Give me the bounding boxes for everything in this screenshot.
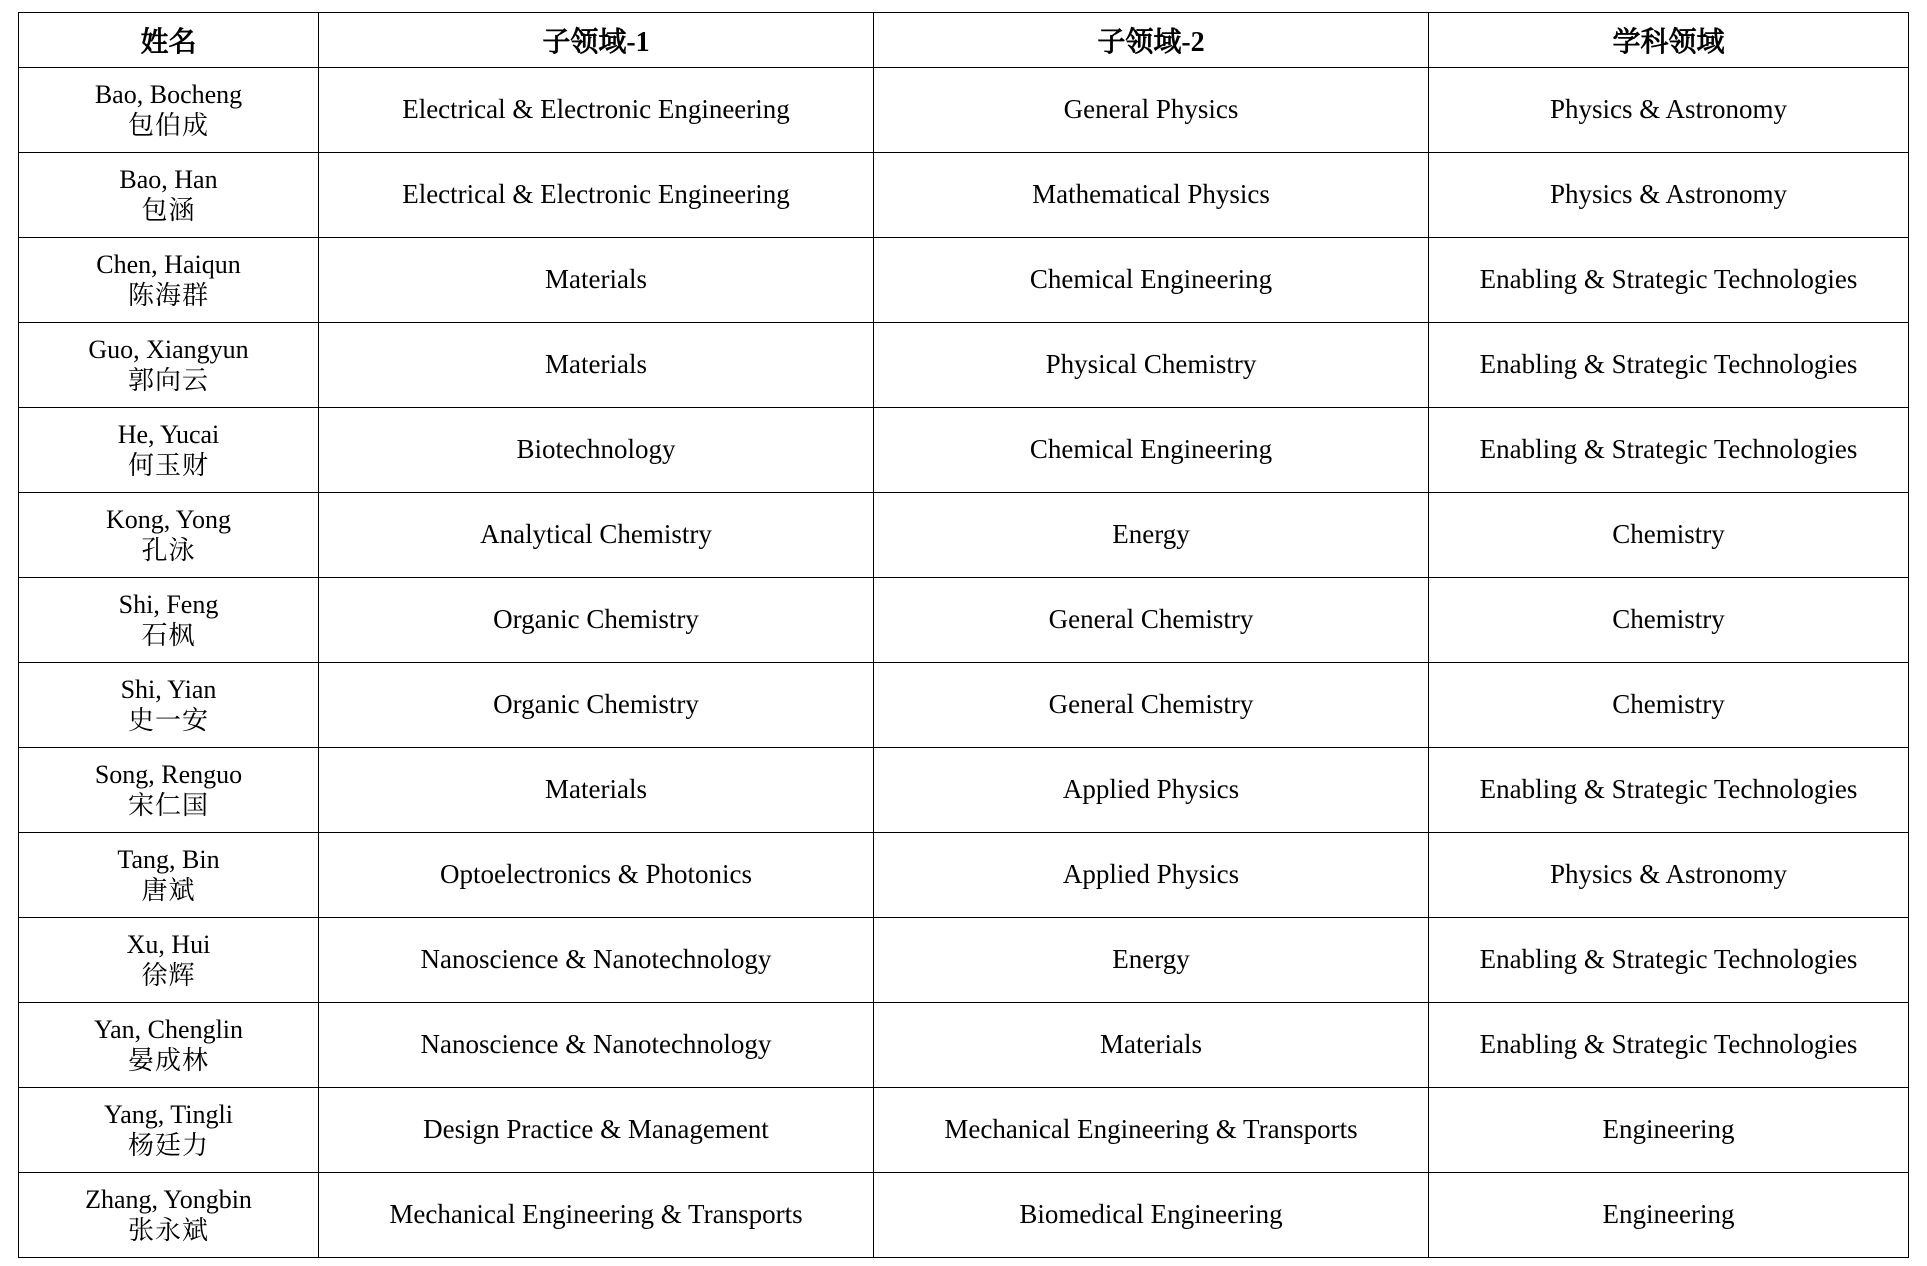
cell-discipline: Enabling & Strategic Technologies [1429, 323, 1909, 408]
cell-name [19, 748, 319, 833]
cell-subfield-1: Biotechnology [319, 408, 874, 493]
name-cjk: 史一安 [127, 706, 209, 735]
name-latin: Bao, Han [119, 164, 218, 194]
cell-subfield-2: General Chemistry [874, 663, 1429, 748]
cell-subfield-1: Organic Chemistry [319, 578, 874, 663]
table-row [19, 153, 1909, 238]
cell-subfield-1: Optoelectronics & Photonics [319, 833, 874, 918]
cell-discipline: Engineering [1429, 1088, 1909, 1173]
name-cjk: 孔泳 [141, 536, 196, 565]
cell-discipline: Enabling & Strategic Technologies [1429, 408, 1909, 493]
name-latin: Yang, Tingli [104, 1099, 233, 1129]
cell-discipline: Physics & Astronomy [1429, 68, 1909, 153]
cell-subfield-2: Chemical Engineering [874, 238, 1429, 323]
table-row [19, 68, 1909, 153]
table-row [19, 578, 1909, 663]
name-cjk: 何玉财 [127, 451, 209, 480]
cell-subfield-2: Applied Physics [874, 748, 1429, 833]
name-latin: He, Yucai [117, 419, 220, 449]
name-cjk: 陈海群 [127, 281, 209, 310]
name-cjk: 徐辉 [141, 961, 196, 990]
cell-name [19, 1003, 319, 1088]
name-cjk: 包涵 [141, 196, 196, 225]
name-cjk: 宋仁国 [127, 791, 209, 820]
name-latin: Kong, Yong [106, 504, 231, 534]
cell-subfield-1: Design Practice & Management [319, 1088, 874, 1173]
table-row [19, 1173, 1909, 1258]
cell-subfield-2: Energy [874, 493, 1429, 578]
cell-discipline: Engineering [1429, 1173, 1909, 1258]
header-subfield-1: 子领域-1 [319, 13, 874, 68]
cell-discipline: Chemistry [1429, 578, 1909, 663]
cell-subfield-1: Electrical & Electronic Engineering [319, 68, 874, 153]
cell-name [19, 153, 319, 238]
table-row [19, 408, 1909, 493]
cell-name [19, 663, 319, 748]
scholar-table [18, 12, 1909, 1258]
name-cjk: 张永斌 [127, 1216, 209, 1245]
table-row [19, 1088, 1909, 1173]
cell-subfield-2: Chemical Engineering [874, 408, 1429, 493]
cell-name [19, 408, 319, 493]
cell-subfield-2: General Physics [874, 68, 1429, 153]
cell-subfield-1: Organic Chemistry [319, 663, 874, 748]
name-cjk: 唐斌 [141, 876, 196, 905]
table-body [19, 68, 1909, 1258]
table-row [19, 493, 1909, 578]
cell-discipline: Chemistry [1429, 663, 1909, 748]
table-header [19, 13, 1909, 68]
table-row [19, 918, 1909, 1003]
cell-subfield-1: Nanoscience & Nanotechnology [319, 1003, 874, 1088]
cell-name [19, 1088, 319, 1173]
table-row [19, 238, 1909, 323]
cell-discipline: Physics & Astronomy [1429, 153, 1909, 238]
name-latin: Yan, Chenglin [93, 1014, 244, 1044]
name-latin: Xu, Hui [126, 929, 211, 959]
table-row [19, 833, 1909, 918]
header-subfield-2: 子领域-2 [874, 13, 1429, 68]
cell-name [19, 238, 319, 323]
cell-subfield-1: Materials [319, 748, 874, 833]
name-cjk: 包伯成 [127, 111, 209, 140]
cell-discipline: Physics & Astronomy [1429, 833, 1909, 918]
header-name: 姓名 [19, 13, 319, 68]
name-cjk: 郭向云 [127, 366, 209, 395]
cell-subfield-2: General Chemistry [874, 578, 1429, 663]
cell-name [19, 833, 319, 918]
cell-discipline: Enabling & Strategic Technologies [1429, 238, 1909, 323]
cell-subfield-2: Mathematical Physics [874, 153, 1429, 238]
name-cjk: 石枫 [141, 621, 196, 650]
name-latin: Shi, Feng [118, 589, 219, 619]
name-latin: Shi, Yian [120, 674, 217, 704]
cell-discipline: Enabling & Strategic Technologies [1429, 748, 1909, 833]
cell-subfield-1: Analytical Chemistry [319, 493, 874, 578]
name-cjk: 杨廷力 [127, 1131, 209, 1160]
table-row [19, 663, 1909, 748]
cell-name [19, 493, 319, 578]
cell-subfield-2: Energy [874, 918, 1429, 1003]
header-discipline: 学科领域 [1429, 13, 1909, 68]
name-latin: Zhang, Yongbin [85, 1184, 252, 1214]
cell-subfield-2: Physical Chemistry [874, 323, 1429, 408]
cell-name [19, 323, 319, 408]
name-latin: Guo, Xiangyun [88, 334, 249, 364]
table-row [19, 1003, 1909, 1088]
name-latin: Chen, Haiqun [96, 249, 241, 279]
cell-discipline: Enabling & Strategic Technologies [1429, 918, 1909, 1003]
cell-subfield-2: Mechanical Engineering & Transports [874, 1088, 1429, 1173]
name-latin: Song, Renguo [94, 759, 243, 789]
cell-subfield-2: Applied Physics [874, 833, 1429, 918]
cell-subfield-1: Mechanical Engineering & Transports [319, 1173, 874, 1258]
cell-name [19, 68, 319, 153]
cell-name [19, 1173, 319, 1258]
cell-subfield-1: Nanoscience & Nanotechnology [319, 918, 874, 1003]
cell-discipline: Chemistry [1429, 493, 1909, 578]
cell-subfield-2: Biomedical Engineering [874, 1173, 1429, 1258]
table-row [19, 323, 1909, 408]
name-latin: Bao, Bocheng [94, 79, 243, 109]
name-cjk: 晏成林 [127, 1046, 209, 1075]
name-latin: Tang, Bin [117, 844, 220, 874]
cell-subfield-2: Materials [874, 1003, 1429, 1088]
cell-name [19, 918, 319, 1003]
table-row [19, 748, 1909, 833]
cell-discipline: Enabling & Strategic Technologies [1429, 1003, 1909, 1088]
cell-subfield-1: Materials [319, 323, 874, 408]
cell-subfield-1: Materials [319, 238, 874, 323]
cell-name [19, 578, 319, 663]
cell-subfield-1: Electrical & Electronic Engineering [319, 153, 874, 238]
table-header-row [19, 13, 1909, 68]
